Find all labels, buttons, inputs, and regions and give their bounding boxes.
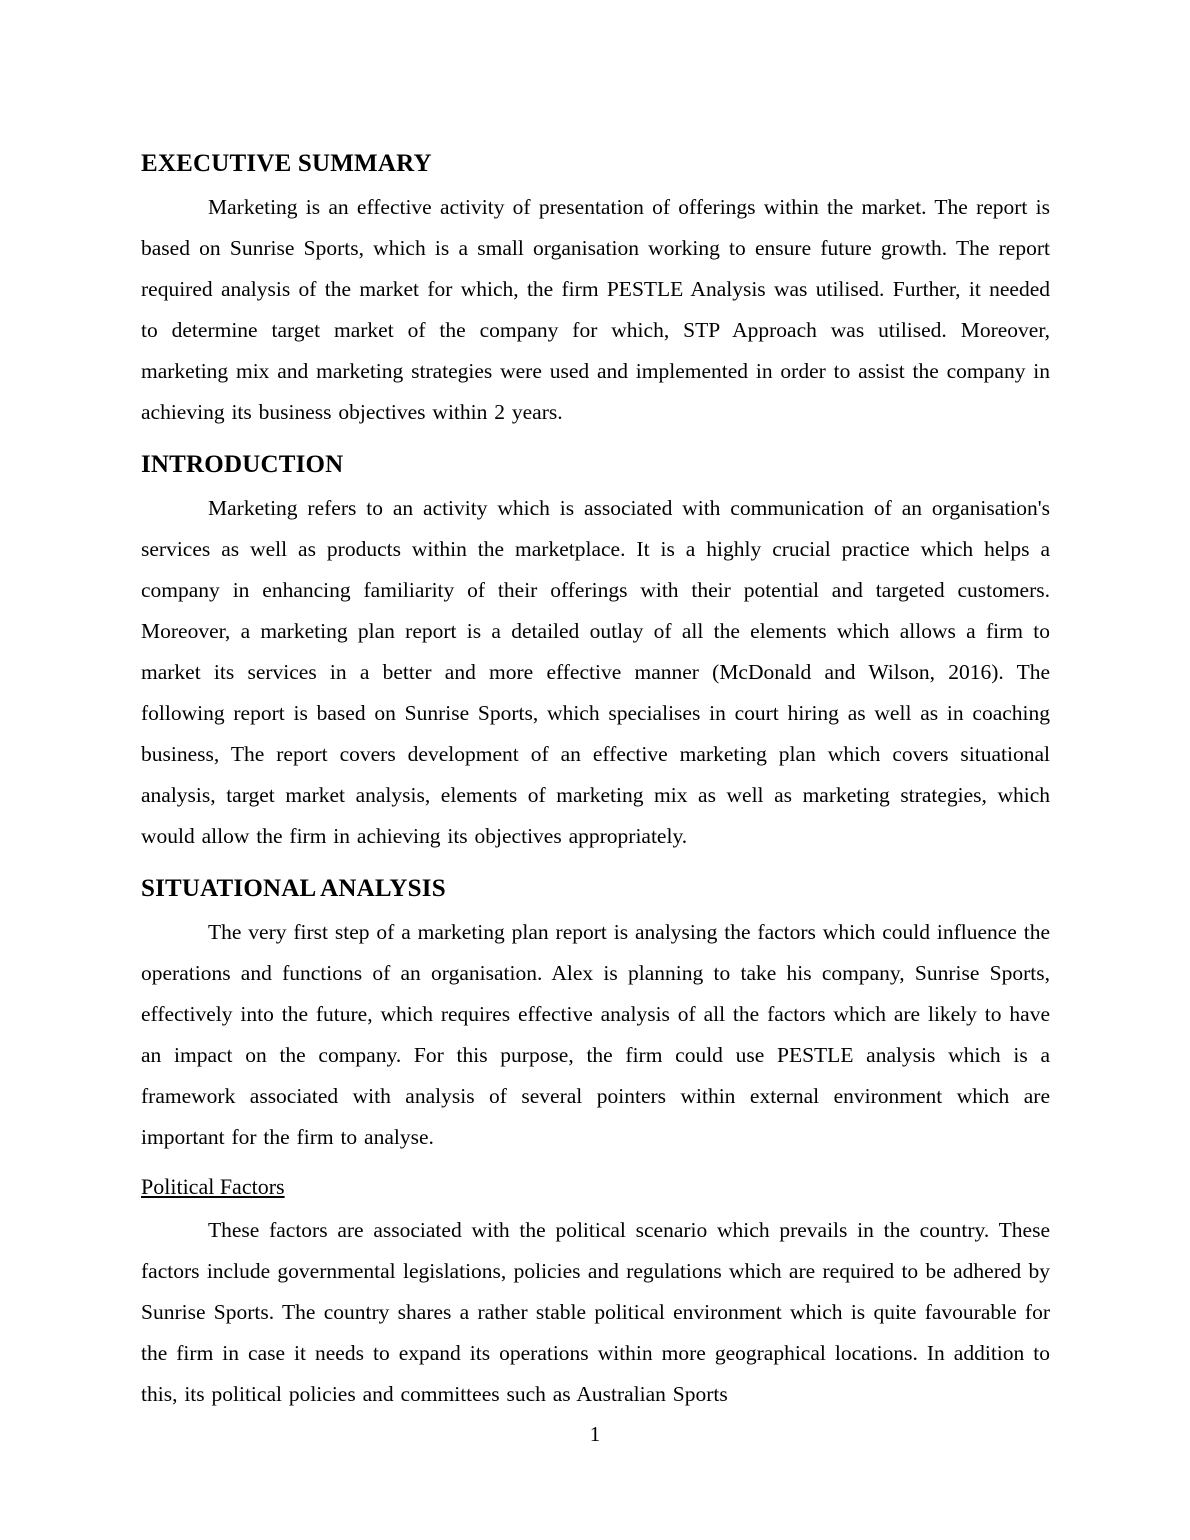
section-paragraph: Marketing refers to an activity which is associated with communication of an organisation's services as well as products within the marketplace. It is a highly crucial practice which helps a company in enhancing familiarity of their offerings with their potential and targeted customers. Moreover, a marketing plan report is a detailed outlay of all the elements which allows a firm to market its services in a better and more effective manner (McDonald and Wilson, 2016). The following report is based on Sunrise Sports, which specialises in court hiring as well as in coaching business, The report covers development of an effective marketing plan which covers situational analysis, target market analysis, elements of marketing mix as well as marketing strategies, which would allow the firm in achieving its objectives appropriately. <box>141 496 1050 848</box>
page-number: 1 <box>589 1422 601 1446</box>
section-heading: EXECUTIVE SUMMARY <box>141 150 432 177</box>
section-situational-analysis <box>141 874 1050 1158</box>
section-subheading: Political Factors <box>141 1174 285 1199</box>
section-heading: SITUATIONAL ANALYSIS <box>141 875 446 902</box>
section-political-factors <box>141 1172 1050 1415</box>
section-heading: INTRODUCTION <box>141 451 344 478</box>
section-paragraph: The very first step of a marketing plan report is analysing the factors which could influence the operations and functions of an organisation. Alex is planning to take his company, Sunrise Sports, effectively into the future, which requires effective analysis of all the factors which are likely to have an impact on the company. For this purpose, the firm could use PESTLE analysis which is a framework associated with analysis of several pointers within external environment which are important for the firm to analyse. <box>141 920 1050 1149</box>
section-paragraph: Marketing is an effective activity of presentation of offerings within the market. The report is based on Sunrise Sports, which is a small organisation working to ensure future growth. The report required analysis of the market for which, the firm PESTLE Analysis was utilised. Further, it needed to determine target market of the company for which, STP Approach was utilised. Moreover, marketing mix and marketing strategies were used and implemented in order to assist the company in achieving its business objectives within 2 years. <box>141 195 1050 424</box>
section-introduction <box>141 450 1050 857</box>
section-paragraph: These factors are associated with the political scenario which prevails in the country. These factors include governmental legislations, policies and regulations which are required to be adhered by Sunrise Sports. The country shares a rather stable political environment which is quite favourable for the firm in case it needs to expand its operations within more geographical locations. In addition to this, its political policies and committees such as Australian Sports <box>141 1218 1050 1406</box>
section-executive-summary <box>141 149 1050 433</box>
